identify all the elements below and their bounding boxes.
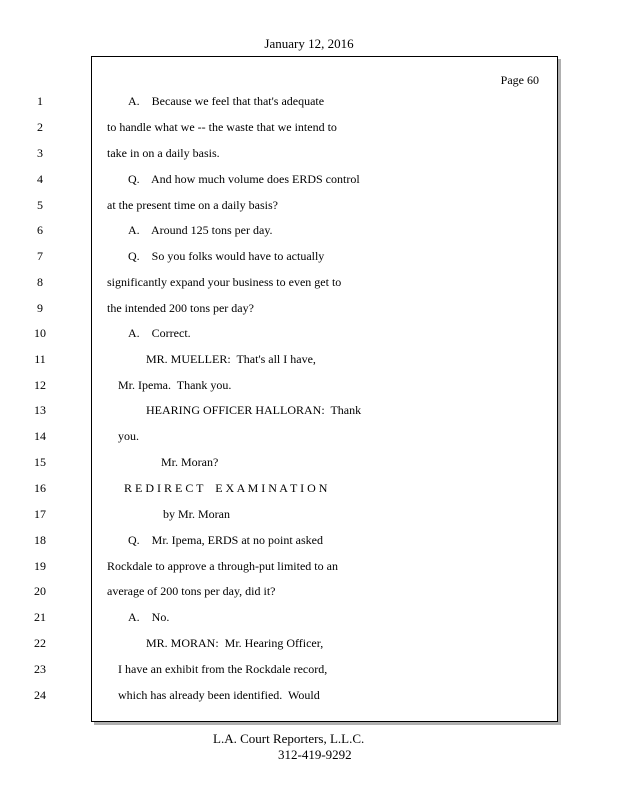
transcript-line: Mr. Ipema. Thank you. (118, 378, 232, 392)
transcript-line: average of 200 tons per day, did it? (107, 584, 276, 598)
transcript-line: A. Around 125 tons per day. (128, 223, 273, 237)
transcript-line: A. Because we feel that that's adequate (128, 94, 325, 108)
line-number: 15 (34, 455, 46, 469)
transcript-line: A. No. (128, 610, 170, 624)
transcript-line: which has already been identified. Would (118, 688, 320, 702)
line-number: 10 (34, 326, 46, 340)
transcript-line: HEARING OFFICER HALLORAN: Thank (146, 403, 362, 417)
transcript-line: Q. And how much volume does ERDS control (128, 172, 360, 186)
line-number: 19 (34, 559, 46, 573)
line-number-column (0, 0, 80, 800)
line-number: 14 (34, 429, 46, 443)
line-number: 2 (37, 120, 43, 134)
transcript-line: Q. Mr. Ipema, ERDS at no point asked (128, 533, 323, 547)
line-number: 1 (37, 94, 43, 108)
line-number: 13 (34, 403, 46, 417)
line-number: 7 (37, 249, 43, 263)
footer-company: L.A. Court Reporters, L.L.C. (213, 731, 365, 746)
line-number: 22 (34, 636, 46, 650)
line-number: 24 (34, 688, 46, 702)
page-number: Page 60 (500, 73, 539, 87)
transcript-line: MR. MORAN: Mr. Hearing Officer, (146, 636, 324, 650)
line-number: 18 (34, 533, 46, 547)
transcript-line: significantly expand your business to even get to (107, 275, 342, 289)
line-number: 11 (34, 352, 46, 366)
line-number: 17 (34, 507, 46, 521)
transcript-line: to handle what we -- the waste that we intend to (107, 120, 337, 134)
line-number: 23 (34, 662, 46, 676)
transcript-line: you. (118, 429, 139, 443)
line-number: 5 (37, 198, 43, 212)
line-number: 9 (37, 301, 43, 315)
transcript-line: take in on a daily basis. (107, 146, 220, 160)
transcript-line: at the present time on a daily basis? (107, 198, 278, 212)
line-number: 4 (37, 172, 43, 186)
transcript-line: R E D I R E C T E X A M I N A T I O N (124, 481, 328, 495)
footer-phone: 312-419-9292 (278, 747, 352, 762)
transcript-line: Rockdale to approve a through-put limited to an (107, 559, 338, 573)
line-number: 20 (34, 584, 46, 598)
transcript-line: MR. MUELLER: That's all I have, (146, 352, 316, 366)
line-number: 12 (34, 378, 46, 392)
header-date: January 12, 2016 (264, 36, 354, 51)
line-number: 16 (34, 481, 46, 495)
line-number: 21 (34, 610, 46, 624)
transcript-line: Mr. Moran? (161, 455, 219, 469)
line-number: 8 (37, 275, 43, 289)
transcript-line: the intended 200 tons per day? (107, 301, 254, 315)
line-number: 3 (37, 146, 43, 160)
transcript-line: by Mr. Moran (163, 507, 230, 521)
transcript-line: A. Correct. (128, 326, 191, 340)
transcript-line: I have an exhibit from the Rockdale record, (118, 662, 328, 676)
transcript-line: Q. So you folks would have to actually (128, 249, 325, 263)
line-number: 6 (37, 223, 43, 237)
